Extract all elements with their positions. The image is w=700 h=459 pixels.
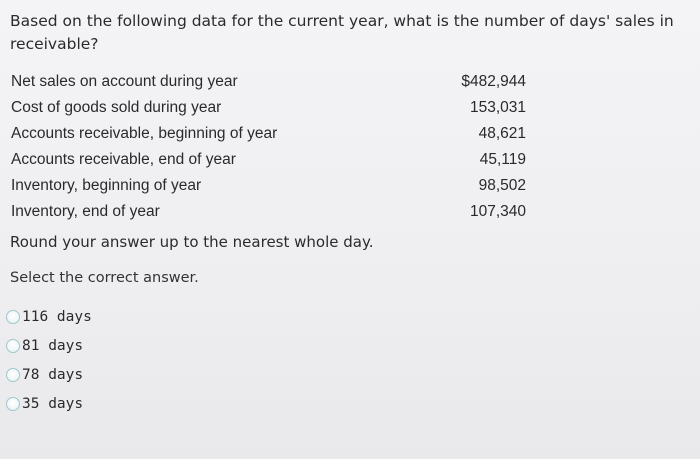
answer-options xyxy=(6,302,92,418)
option-label[interactable]: 116 days xyxy=(22,308,92,325)
row-value: 153,031 xyxy=(469,99,526,116)
row-label: Accounts receivable, beginning of year xyxy=(11,125,278,142)
option-label[interactable]: 78 days xyxy=(22,366,84,383)
row-value: 98,502 xyxy=(478,177,526,194)
answer-option-78-days[interactable] xyxy=(6,360,92,389)
row-value: 48,621 xyxy=(478,125,526,142)
select-prompt: Select the correct answer. xyxy=(10,270,199,286)
rounding-instruction: Round your answer up to the nearest whole day. xyxy=(10,233,374,251)
row-value: 45,119 xyxy=(479,151,526,168)
radio-button[interactable] xyxy=(6,310,20,324)
radio-button[interactable] xyxy=(6,339,20,353)
row-value: 107,340 xyxy=(469,203,526,220)
row-label: Inventory, beginning of year xyxy=(11,177,202,194)
answer-option-116-days[interactable] xyxy=(6,302,92,331)
data-row-net-sales xyxy=(11,69,526,95)
radio-button[interactable] xyxy=(6,397,20,411)
radio-button[interactable] xyxy=(6,368,20,382)
row-label: Cost of goods sold during year xyxy=(11,99,222,116)
data-row-ar-beginning xyxy=(11,121,526,147)
row-label: Net sales on account during year xyxy=(11,73,238,90)
data-row-inventory-end xyxy=(11,199,526,225)
data-row-ar-end xyxy=(11,147,526,173)
row-label: Inventory, end of year xyxy=(11,203,160,220)
data-table xyxy=(11,69,526,225)
option-label[interactable]: 35 days xyxy=(22,395,84,412)
row-label: Accounts receivable, end of year xyxy=(11,151,236,168)
data-row-inventory-beginning xyxy=(11,173,526,199)
answer-option-35-days[interactable] xyxy=(6,389,92,418)
option-label[interactable]: 81 days xyxy=(22,337,84,354)
data-row-cost-of-goods-sold xyxy=(11,95,526,121)
answer-option-81-days[interactable] xyxy=(6,331,92,360)
row-value: $482,944 xyxy=(461,73,526,90)
question-text: Based on the following data for the current year, what is the number of days' sales in receivable? xyxy=(10,12,674,53)
